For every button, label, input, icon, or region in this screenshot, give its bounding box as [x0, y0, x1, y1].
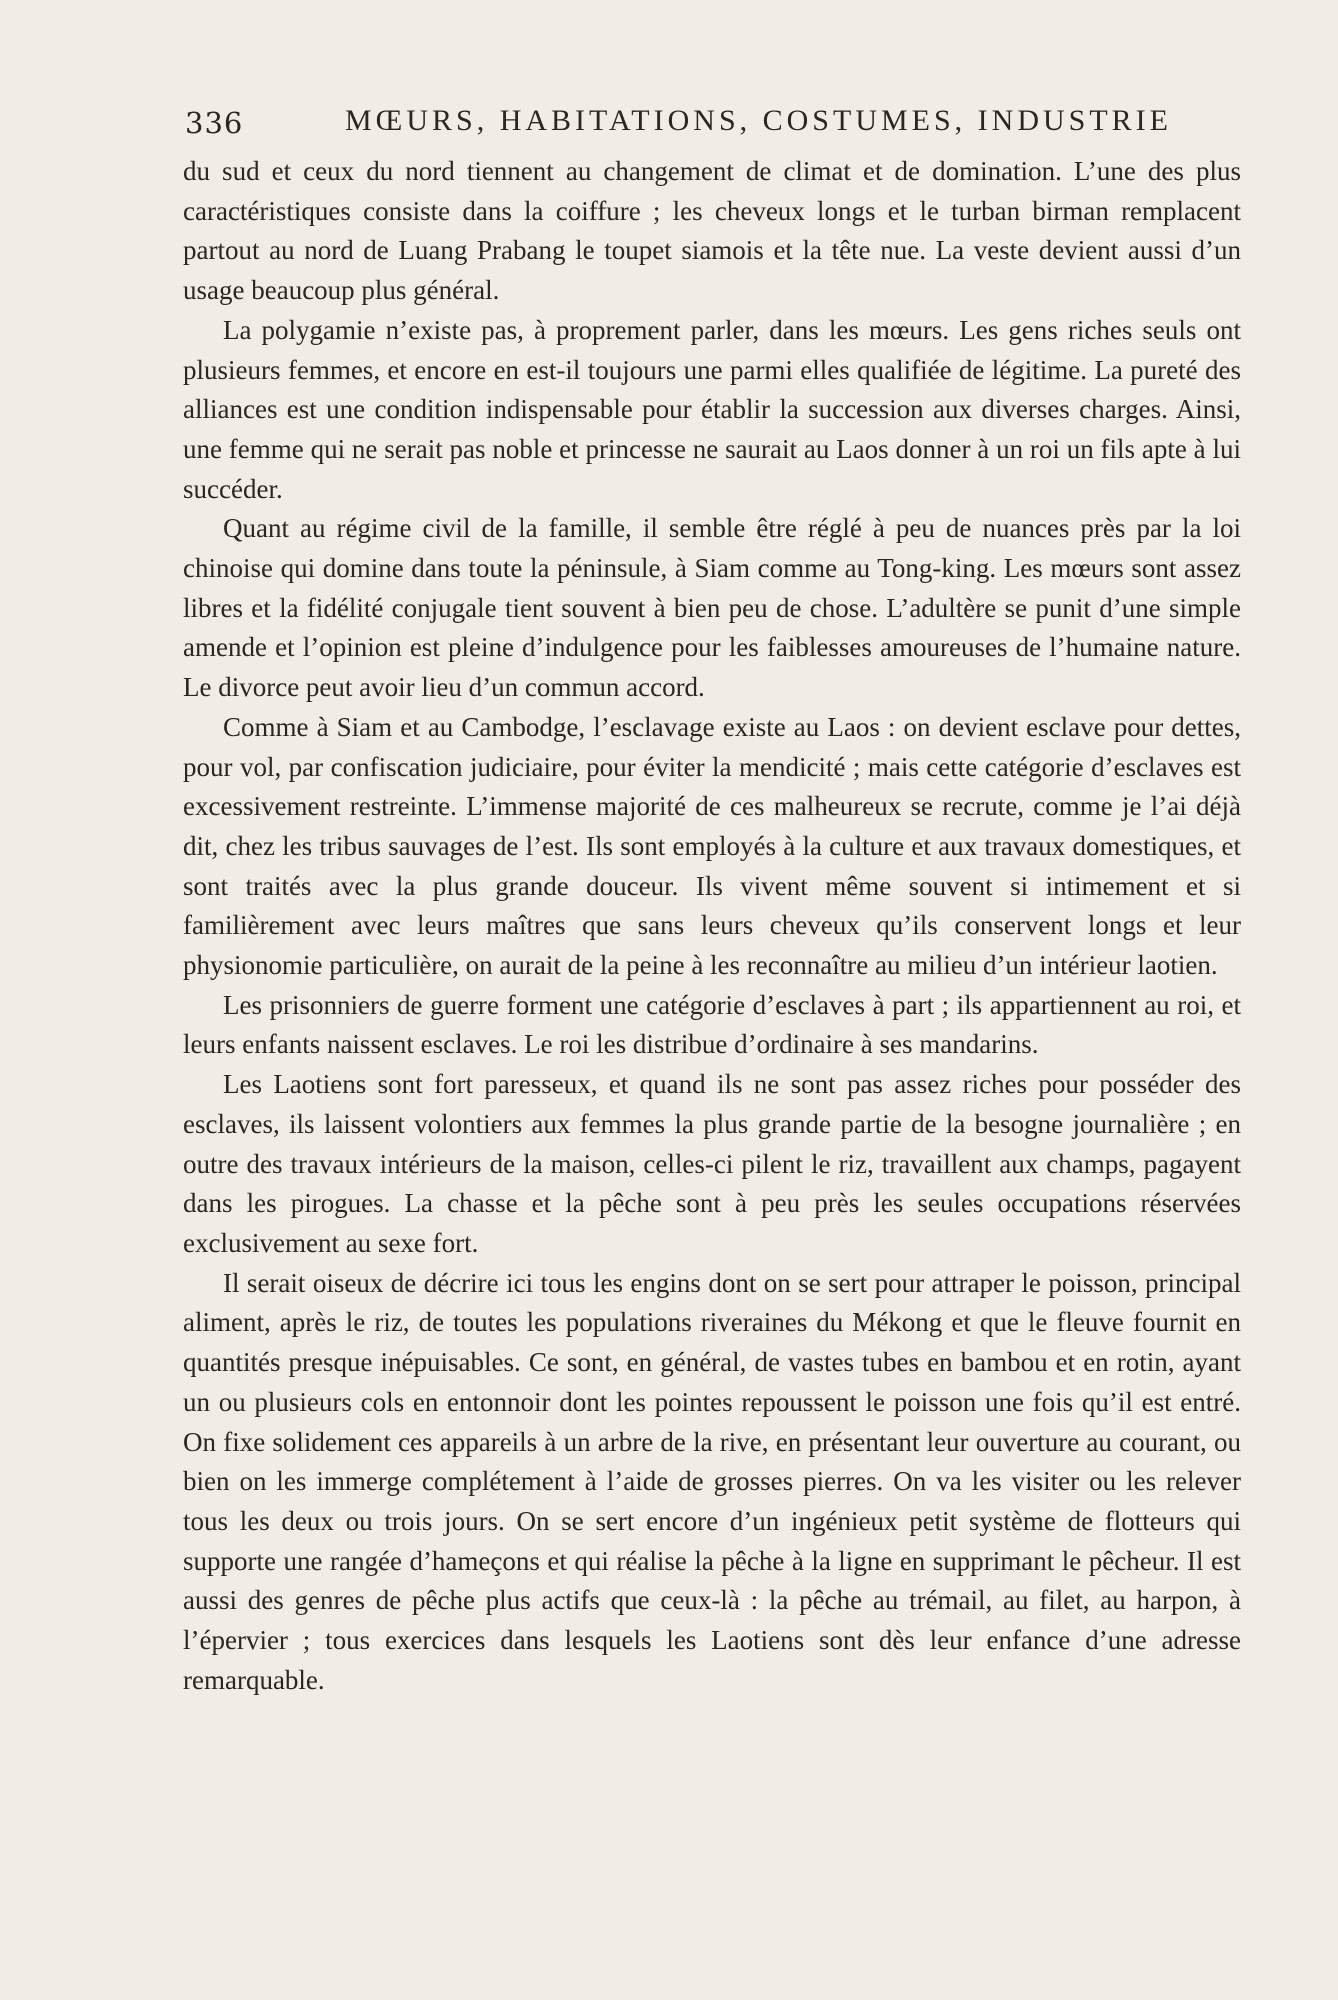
paragraph: Les Laotiens sont fort paresseux, et quand ils ne sont pas assez riches pour posséder des esclaves, ils laissent volontiers aux femmes la plus grande partie de la besogne journalière ; en outre des travaux intérieurs de la maison, celles-ci pilent le riz, travaillent aux champs, pagayent dans les pirogues. La chasse et la pêche sont à peu près les seules occupations réservées exclusivement au sexe fort.	[183, 1069, 1241, 1258]
paragraph: Les prisonniers de guerre forment une catégorie d’esclaves à part ; ils appartiennent au roi, et leurs enfants naissent esclaves. Le roi les distribue d’ordinaire à ses mandarins.	[183, 989, 1241, 1060]
paragraph: Comme à Siam et au Cambodge, l’esclavage existe au Laos : on devient esclave pour dettes, pour vol, par confiscation judiciaire, pour éviter la mendicité ; mais cette catégorie d’esclaves est excessivement restreinte. L’immense majorité de ces malheureux se recrute, comme je l’ai déjà dit, chez les tribus sauvages de l’est. Ils sont employés à la culture et aux travaux domestiques, et sont traités avec la plus grande douceur. Ils vivent même souvent si intimement et si familièrement avec leurs maîtres que sans leurs cheveux qu’ils conservent longs et leur physionomie particulière, on aurait de la peine à les reconnaître au milieu d’un intérieur laotien.	[183, 711, 1241, 981]
page-number: 336	[185, 106, 244, 140]
paragraph: Quant au régime civil de la famille, il semble être réglé à peu de nuances près par la loi chinoise qui domine dans toute la péninsule, à Siam comme au Tong-king. Les mœurs sont assez libres et la fidélité conjugale tient souvent à bien peu de chose. L’adultère se punit d’une simple amende et l’opinion est pleine d’indulgence pour les faiblesses amoureuses de l’humaine nature. Le divorce peut avoir lieu d’un commun accord.	[183, 513, 1241, 703]
body-text	[183, 152, 1241, 1700]
paragraph: Il serait oiseux de décrire ici tous les engins dont on se sert pour attraper le poisson, principal aliment, après le riz, de toutes les populations riveraines du Mékong et que le fleuve fournit en quantités presque inépuisables. Ce sont, en général, de vastes tubes en bambou et en rotin, ayant un ou plusieurs cols en entonnoir dont les pointes repoussent le poisson une fois qu’il est entré. On fixe solidement ces appareils à un arbre de la rive, en présentant leur ouverture au courant, ou bien on les immerge complétement à l’aide de grosses pierres. On va les visiter ou les relever tous les deux ou trois jours. On se sert encore d’un ingénieux petit système de flotteurs qui supporte une rangée d’hameçons et qui réalise la pêche à la ligne en supprimant le pêcheur. Il est aussi des genres de pêche plus actifs que ceux-là : la pêche au trémail, au filet, au harpon, à l’épervier ; tous exercices dans lesquels les Laotiens sont dès leur enfance d’une adresse remarquable.	[183, 1267, 1241, 1695]
paragraph: La polygamie n’existe pas, à proprement parler, dans les mœurs. Les gens riches seuls ont plusieurs femmes, et encore en est-il toujours une parmi elles qualifiée de légitime. La pureté des alliances est une condition indispensable pour établir la succession aux diverses charges. Ainsi, une femme qui ne serait pas noble et princesse ne saurait au Laos donner à un roi un fils apte à lui succéder.	[183, 314, 1241, 504]
running-title: MŒURS, HABITATIONS, COSTUMES, INDUSTRIE	[345, 104, 1172, 137]
paragraph: du sud et ceux du nord tiennent au changement de climat et de domination. L’une des plus caractéristiques consiste dans la coiffure ; les cheveux longs et le turban birman remplacent partout au nord de Luang Prabang le toupet siamois et la tête nue. La veste devient aussi d’un usage beaucoup plus général.	[183, 156, 1241, 306]
running-head	[185, 100, 1240, 150]
